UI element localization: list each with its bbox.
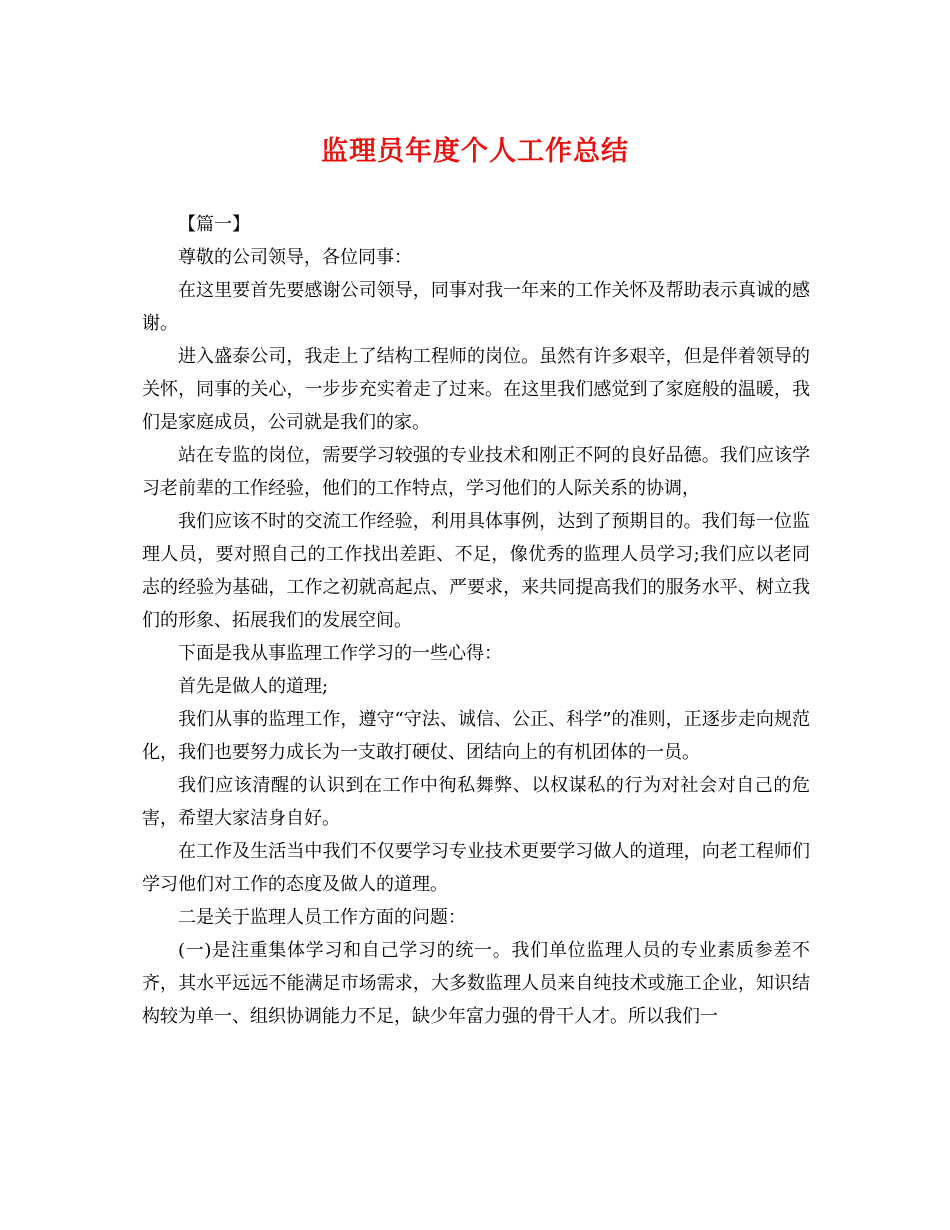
paragraph: 站在专监的岗位，需要学习较强的专业技术和刚正不阿的良好品德。我们应该学习老前辈的工作经验，他们的工作特点，学习他们的人际关系的协调，	[142, 445, 810, 499]
paragraph: 我们应该清醒的认识到在工作中徇私舞弊、以权谋私的行为对社会对自己的危害，希望大家洁身自好。	[142, 775, 810, 829]
paragraph: 进入盛泰公司，我走上了结构工程师的岗位。虽然有许多艰辛，但是伴着领导的关怀，同事的关心，一步步充实着走了过来。在这里我们感觉到了家庭般的温暖，我们是家庭成员，公司就是我们的家。	[142, 346, 810, 433]
paragraph: 我们应该不时的交流工作经验，利用具体事例，达到了预期目的。我们每一位监理人员，要对照自己的工作找出差距、不足，像优秀的监理人员学习;我们应以老同志的经验为基础，工作之初就高起点、严要求，来共同提高我们的服务水平、树立我们的形象、拓展我们的发展空间。	[142, 511, 810, 631]
paragraph: 【篇一】	[178, 214, 250, 235]
page-title: 监理员年度个人工作总结	[321, 136, 629, 167]
document-body	[142, 208, 810, 1033]
paragraph: 我们从事的监理工作，遵守“守法、诚信、公正、科学”的准则，正逐步走向规范化，我们也要努力成长为一支敢打硬仗、团结向上的有机团体的一员。	[142, 709, 810, 763]
paragraph: 在工作及生活当中我们不仅要学习专业技术更要学习做人的道理，向老工程师们学习他们对工作的态度及做人的道理。	[142, 841, 810, 895]
paragraph: 首先是做人的道理;	[178, 676, 329, 697]
paragraph: 二是关于监理人员工作方面的问题：	[178, 907, 466, 928]
paragraph: 在这里要首先要感谢公司领导，同事对我一年来的工作关怀及帮助表示真诚的感谢。	[142, 280, 810, 334]
paragraph: 下面是我从事监理工作学习的一些心得：	[178, 643, 502, 664]
paragraph: (一)是注重集体学习和自己学习的统一。我们单位监理人员的专业素质参差不齐，其水平远远不能满足市场需求，大多数监理人员来自纯技术或施工企业，知识结构较为单一、组织协调能力不足，缺少年富力强的骨干人才。所以我们一	[142, 940, 810, 1027]
paragraph: 尊敬的公司领导，各位同事：	[178, 247, 412, 268]
